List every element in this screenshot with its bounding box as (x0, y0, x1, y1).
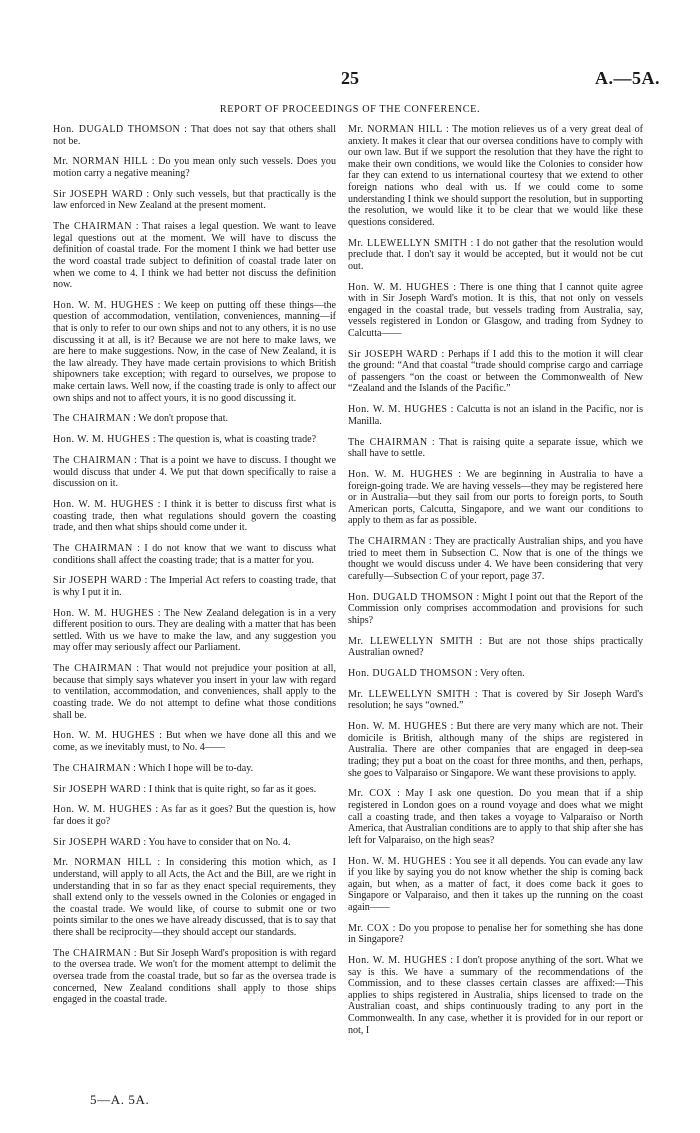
speaker-name: The CHAIRMAN (53, 454, 132, 466)
speaker-name: Hon. DUGALD THOMSON (348, 591, 474, 603)
speech-paragraph: The CHAIRMAN : I do not know that we want to discuss what conditions shall affect the coasting trade; that is a matter for you. (53, 542, 336, 566)
speech-text: I do not gather that the resolution would preclude that. I don't say it would be accepted, but it would not be cut out. (348, 237, 643, 272)
speaker-name: The CHAIRMAN (53, 413, 131, 425)
speech-text: I think it is better to discuss first what is coasting trade, then what regulations should govern the coasting trade, and then what ships should come under it. (53, 498, 336, 534)
speech-text: That is raising quite a separate issue, which we shall have to settle. (348, 436, 643, 460)
speech-text: You have to consider that on No. 4. (148, 836, 291, 848)
speaker-name: Hon. W. M. HUGHES (348, 404, 448, 416)
speech-paragraph: Hon. W. M. HUGHES : As far as it goes? But the question is, how far does it go? (53, 804, 336, 827)
speaker-name: The CHAIRMAN (53, 221, 132, 233)
speech-paragraph: The CHAIRMAN : That would not prejudice your position at all, because that simply says whatever you insert in your law with regard to ventilation, accommodation, and conveniences, shall apply to the coasting trade. We do not attempt to define what those conditions shall be. (53, 663, 336, 721)
speech-paragraph: The CHAIRMAN : But Sir Joseph Ward's proposition is with regard to the oversea trade. We won't for the moment attempt to delimit the oversea trade from the coastal trade, but so far as the oversea trade is concerned, New Zealand conditions shall apply to those ships engaged in the coastal trade. (53, 947, 336, 1006)
speech-text: They are practically Australian ships, and you have tried to meet them in Subsection C. Now that is one of the things we thought we would discuss under 4. We have been considering that very carefully—Subsection C of your report, page 37. (348, 536, 643, 582)
speaker-name: Hon. W. M. HUGHES (53, 498, 154, 510)
speech-paragraph: Hon. W. M. HUGHES : You see it all depends. You can evade any law if you like by saying you do not know whether the ship is coming back again, but when, as a matter of fact, it does come back it goes to Singapore or Valparaiso, and then it takes up the running on the coast again—— (348, 855, 643, 913)
speaker-name: Hon. W. M. HUGHES (53, 607, 154, 619)
speech-paragraph: Hon. W. M. HUGHES : We keep on putting off these things—the question of accommodation, ventilation, conveniences, manning—if that is only to refer to our own ships and not to any others, it is no use discussing it at all, is it? Because we are not here to make laws, we are here to make suggestions. Now, in the case of New Zealand, it is the law already. They have made certain provisions to which British shipowners take exception; with regard to ourselves, we propose to make certain laws. Well now, if the coasting trade is only to affect our own ships and not to affect yours, it is no good discussing it. (53, 299, 337, 404)
speech-paragraph: Mr. COX : May I ask one question. Do you mean that if a ship registered in London goes on a round voyage and does what we might call a coasting trade, and then takes a voyage to Valparaiso or North America, that Australian conditions are to apply to that ship after she has left for Valparaiso, on the high seas? (348, 788, 643, 846)
speech-paragraph: The CHAIRMAN : That raises a legal question. We want to leave legal questions out at the moment. We will have to discuss the definition of coastal trade. For the moment I think we had better use the word coastal trade subject to definition of coastal trade later on when we come to 4. I think we had better not discuss the definition now. (53, 221, 336, 291)
speech-paragraph: Sir JOSEPH WARD : Perhaps if I add this to the motion it will clear the ground: “And that coastal “trade should comprise cargo and carriage of passengers “on the coast or between the Commonwealth of New “Zealand and the Islands of the Pacific.” (348, 348, 643, 395)
speech-text: Only such vessels, but that practically is the law enforced in New Zealand at the present moment. (53, 188, 336, 212)
speech-paragraph: Hon. DUGALD THOMSON : That does not say that others shall not be. (53, 124, 337, 147)
speaker-name: The CHAIRMAN (53, 762, 131, 774)
speaker-name: Mr. LLEWELLYN SMITH (348, 237, 468, 249)
speech-text: In considering this motion which, as I understand, will apply to all Acts, the Act and the Bill, are we right in understanding that in so far as they enact special requirements, they shall extend only to the vessels owned in the Colonies or engaged in the coastal trade. We would like, of course to submit one or two points similar to the ones we have already discussed, that is to say that there shall be reciprocity—they should accept our standards. (53, 857, 336, 939)
speech-paragraph: Hon. W. M. HUGHES : I don't propose anything of the sort. What we say is this. We have a summary of the recommendations of the Commission, and to these classes certain classes are affixed:—This applies to ships registered in Australia, ships licensed to trade on the Australian coast, and ships continuously trading to any port in the Commonwealth. In any case, whether it is provided for in our report or not, I (348, 955, 643, 1036)
speaker-name: The CHAIRMAN (53, 947, 131, 959)
speech-text: We don't propose that. (138, 413, 229, 425)
speech-paragraph: Sir JOSEPH WARD : I think that is quite right, so far as it goes. (53, 783, 317, 795)
speech-text: Very often. (480, 668, 525, 680)
speech-text: I do not know that we want to discuss what conditions shall affect the coasting trade; that is a matter for you. (53, 542, 336, 566)
speech-text: That is covered by Sir Joseph Ward's resolution; he says “owned.” (348, 688, 643, 712)
speaker-name: Hon. W. M. HUGHES (53, 434, 151, 446)
speech-paragraph: Sir JOSEPH WARD : You have to consider that on No. 4. (53, 836, 291, 848)
speech-text: But when we have done all this and we come, as we inevitably must, to No. 4—— (53, 730, 336, 753)
speech-text: That does not say that others shall not be. (53, 124, 337, 147)
speaker-name: Sir JOSEPH WARD (53, 188, 143, 200)
document-reference: A.—5A. (595, 68, 660, 88)
speech-text: As far as it goes? But the question is, how far does it go? (53, 804, 336, 827)
speech-text: The Imperial Act refers to coasting trade, that is why I put it in. (53, 575, 336, 598)
speech-paragraph: Hon. W. M. HUGHES : We are beginning in Australia to have a foreign-going trade. We are having vessels—they may be registered here or in Australia—but they sail from our ports to foreign ports, to South American ports, Calcutta, Singapore, and we want our conditions to apply to them as far as possible. (348, 468, 643, 527)
speaker-name: Hon. W. M. HUGHES (348, 855, 447, 867)
speech-text: That is a point we have to discuss. I thought we would discuss that under 4. We put that down specifically to raise a discussion on it. (53, 454, 337, 490)
speech-paragraph: Sir JOSEPH WARD : Only such vessels, but that practically is the law enforced in New Zealand at the present moment. (53, 188, 336, 212)
page-header (40, 68, 660, 90)
speech-text: The New Zealand delegation is in a very different position to ours. They are dealing with a matter that has been settled. With us we have to make the law, and any suggestion you may offer may seriously affect our Parliament. (53, 607, 336, 654)
speaker-name: Mr. COX (348, 788, 392, 800)
speech-paragraph: Hon. W. M. HUGHES : I think it is better to discuss first what is coasting trade, then what regulations should govern the coasting trade, and then what ships should come under it. (53, 498, 336, 534)
speaker-name: Hon. W. M. HUGHES (53, 804, 153, 816)
speech-text: But there are very many which are not. Their domicile is British, although many of the ships are registered in Australia. There are other companies that are engaged in deep-sea trading; they put a boat on the coast for three months, and then, perhaps, she goes to Valparaiso or Singapore. We want these provisions to apply. (348, 721, 643, 779)
speaker-name: Sir JOSEPH WARD (53, 575, 142, 587)
speaker-name: The CHAIRMAN (348, 436, 428, 448)
speech-text: The motion relieves us of a very great deal of anxiety. It makes it clear that our oversea conditions have to comply with our own law. But if we support the resolution that they have the right to make their own conditions, we would like the Colonies to consider how far they can extend to us international courtesy that we extend to other foreign nations who deal with us. If we could come to some understanding I think we should support the resolution, but in supporting the resolution, we would like it to be clear that we would like these questions considered. (348, 124, 643, 228)
speaker-name: Hon. W. M. HUGHES (348, 281, 450, 293)
speaker-name: The CHAIRMAN (53, 542, 133, 554)
report-title: REPORT OF PROCEEDINGS OF THE CONFERENCE. (219, 104, 481, 115)
speaker-name: Hon. DUGALD THOMSON (348, 668, 473, 680)
speaker-name: Mr. NORMAN HILL (53, 156, 149, 168)
speech-paragraph: The CHAIRMAN : We don't propose that. (53, 413, 229, 425)
speech-paragraph: The CHAIRMAN : Which I hope will be to-day. (53, 762, 254, 774)
speech-text: That would not prejudice your position at all, because that simply says whatever you insert in your law with regard to ventilation, accommodation, and conveniences, shall apply to the coasting trade. We do not attempt to define what those conditions shall be. (53, 663, 336, 721)
speech-paragraph: Hon. W. M. HUGHES : The question is, what is coasting trade? (53, 434, 317, 446)
speech-text: We are beginning in Australia to have a foreign-going trade. We are having vessels—they may be registered here or in Australia—but they sail from our ports to foreign ports, to South American ports, Calcutta, Singapore, and we want our conditions to apply to them as far as possible. (348, 468, 643, 527)
speech-text: That raises a legal question. We want to leave legal questions out at the moment. We will have to discuss the definition of coastal trade. For the moment I think we had better use the word coastal trade subject to definition of coastal trade later on when we come to 4. I think we had better not discuss the definition now. (53, 221, 336, 291)
speaker-name: Hon. W. M. HUGHES (348, 721, 448, 733)
speaker-name: Hon. W. M. HUGHES (348, 955, 448, 967)
speech-text: But Sir Joseph Ward's proposition is with regard to the oversea trade. We won't for the moment attempt to delimit the oversea trade from the coastal trade, but so far as the oversea trade is concerned, New Zealand conditions shall apply to those ships engaged in the coastal trade. (53, 947, 336, 1006)
speaker-name: Sir JOSEPH WARD (53, 836, 141, 848)
speech-paragraph: Mr. COX : Do you propose to penalise her for something she has done in Singapore? (348, 922, 643, 946)
speaker-name: Mr. NORMAN HILL (53, 857, 152, 869)
speech-paragraph: Mr. NORMAN HILL : In considering this motion which, as I understand, will apply to all Acts, the Act and the Bill, are we right in understanding that in so far as they enact special requirements, they shall extend only to the vessels owned in the Colonies or engaged in the coastal trade. We would like, of course to submit one or two points similar to the ones we have already discussed, that is to say that there shall be reciprocity—they should accept our standards. (53, 857, 336, 939)
speaker-name: Hon. W. M. HUGHES (53, 730, 155, 742)
speech-text: Calcutta is not an island in the Pacific, nor is Manilla. (348, 404, 643, 427)
speaker-name: The CHAIRMAN (53, 663, 133, 675)
page-number: 25 (341, 68, 359, 88)
speech-paragraph: Mr. LLEWELLYN SMITH : That is covered by Sir Joseph Ward's resolution; he says “owned.” (348, 688, 643, 712)
speaker-name: Mr. LLEWELLYN SMITH (348, 688, 471, 700)
speaker-name: Mr. COX (348, 922, 390, 934)
speaker-name: Hon. DUGALD THOMSON (53, 124, 181, 135)
speech-paragraph: Hon. W. M. HUGHES : Calcutta is not an island in the Pacific, nor is Manilla. (348, 404, 643, 427)
speaker-name: Sir JOSEPH WARD (348, 348, 438, 360)
right-column (348, 124, 643, 1045)
speech-paragraph: Sir JOSEPH WARD : The Imperial Act refers to coasting trade, that is why I put it in. (53, 575, 336, 598)
speaker-name: Mr. LLEWELLYN SMITH (348, 635, 474, 647)
speech-paragraph: Hon. W. M. HUGHES : There is one thing that I cannot quite agree with in Sir Joseph Ward's motion. It is this, that not only on vessels engaged in the coastal trade, but vessels trading from Australia, say, vessels registered in London or Glasgow, and trading from Sydney to Calcutta—— (348, 281, 643, 339)
speech-paragraph: Hon. DUGALD THOMSON : Might I point out that the Report of the Commission only comprises accommodation and provisions for such ships? (348, 591, 643, 626)
speaker-name: Mr. NORMAN HILL (348, 124, 443, 135)
speech-text: You see it all depends. You can evade any law if you like by saying you do not know whether the ship is coming back again, but when, as a matter of fact, it does come back it goes to Singapore or Valparaiso, and then it takes up the running on the coast again—— (348, 855, 643, 913)
speech-paragraph: Mr. NORMAN HILL : Do you mean only such vessels. Does you motion carry a negative meaning? (53, 156, 336, 179)
speech-text: Perhaps if I add this to the motion it will clear the ground: “And that coastal “trade should comprise cargo and carriage of passengers “on the coast or between the Commonwealth of New “Zealand and the Islands of the Pacific.” (348, 348, 643, 395)
speech-text: I think that is quite right, so far as it goes. (148, 783, 317, 795)
speech-paragraph: The CHAIRMAN : They are practically Australian ships, and you have tried to meet them in Subsection C. Now that is one of the things we thought we would discuss under 4. We have been considering that very carefully—Subsection C of your report, page 37. (348, 536, 643, 582)
speaker-name: Hon. W. M. HUGHES (53, 299, 154, 311)
speech-paragraph: Hon. W. M. HUGHES : But when we have done all this and we come, as we inevitably must, to No. 4—— (53, 730, 336, 753)
speech-text: Do you mean only such vessels. Does you motion carry a negative meaning? (53, 156, 336, 179)
speech-paragraph: The CHAIRMAN : That is a point we have to discuss. I thought we would discuss that under 4. We put that down specifically to raise a discussion on it. (53, 454, 337, 490)
speech-text: The question is, what is coasting trade? (157, 434, 317, 446)
speech-text: But are not those ships practically Australian owned? (348, 635, 643, 659)
footer-signature: 5—A. 5A. (90, 1092, 150, 1107)
speech-text: Do you propose to penalise her for something she has done in Singapore? (348, 922, 643, 946)
speech-paragraph: Hon. W. M. HUGHES : The New Zealand delegation is in a very different position to ours. They are dealing with a matter that has been settled. With us we have to make the law, and any suggestion you may offer may seriously affect our Parliament. (53, 607, 336, 654)
speech-text: We keep on putting off these things—the question of accommodation, ventilation, conveniences, manning—if that is only to refer to our own ships and not to any others, it is no use discussing it at all, is it? Because we are not here to make laws, we are here to make suggestions. Now, in the case of New Zealand, it is the law already. They have made certain provisions to which British shipowners take exception; with regard to ourselves, we propose to make certain laws. Well now, if the coasting trade is only to affect our own ships and not to affect yours, it is no good discussing it. (53, 299, 337, 404)
speech-text: There is one thing that I cannot quite agree with in Sir Joseph Ward's motion. It is this, that not only on vessels engaged in the coastal trade, but vessels trading from Australia, say, vessels registered in London or Glasgow, and trading from Sydney to Calcutta—— (348, 281, 643, 339)
speech-text: May I ask one question. Do you mean that if a ship registered in London goes on a round voyage and does what we might call a coasting trade, and then takes a voyage to Valparaiso or North America, that Australian conditions are to apply to that ship after she has left for Valparaiso, on the high seas? (348, 788, 643, 846)
speech-paragraph: Hon. W. M. HUGHES : But there are very many which are not. Their domicile is British, although many of the ships are registered in Australia. There are other companies that are engaged in deep-sea trading; they put a boat on the coast for three months, and then, perhaps, she goes to Valparaiso or Singapore. We want these provisions to apply. (348, 721, 643, 779)
speech-paragraph: Mr. LLEWELLYN SMITH : But are not those ships practically Australian owned? (348, 635, 643, 659)
speech-paragraph: Hon. DUGALD THOMSON : Very often. (348, 668, 525, 680)
speech-paragraph: Mr. NORMAN HILL : The motion relieves us of a very great deal of anxiety. It makes it clear that our oversea conditions have to comply with our own law. But if we support the resolution that they have the right to make their own conditions, we would like the Colonies to consider how far they can extend to us international courtesy that we extend to other foreign nations who deal with us. If we could come to some understanding I think we should support the resolution, but in supporting the resolution, we would like it to be clear that we would like these questions considered. (348, 124, 643, 228)
speaker-name: The CHAIRMAN (348, 536, 427, 548)
speech-text: Which I hope will be to-day. (138, 762, 254, 774)
speech-paragraph: Mr. LLEWELLYN SMITH : I do not gather that the resolution would preclude that. I don't say it would be accepted, but it would not be cut out. (348, 237, 643, 272)
speech-paragraph: The CHAIRMAN : That is raising quite a separate issue, which we shall have to settle. (348, 436, 643, 460)
left-column (53, 124, 336, 1015)
speaker-name: Sir JOSEPH WARD (53, 783, 141, 795)
speech-text: I don't propose anything of the sort. What we say is this. We have a summary of the recommendations of the Commission, and to these classes certain classes are affixed:—This applies to ships registered in Australia, ships licensed to trade on the Australian coast, and ships continuously trading to any port in the Commonwealth. In any case, whether it is provided for in our report or not, I (348, 955, 643, 1036)
speech-text: Might I point out that the Report of the Commission only comprises accommodation and provisions for such ships? (348, 591, 643, 626)
speaker-name: Hon. W. M. HUGHES (348, 468, 454, 480)
